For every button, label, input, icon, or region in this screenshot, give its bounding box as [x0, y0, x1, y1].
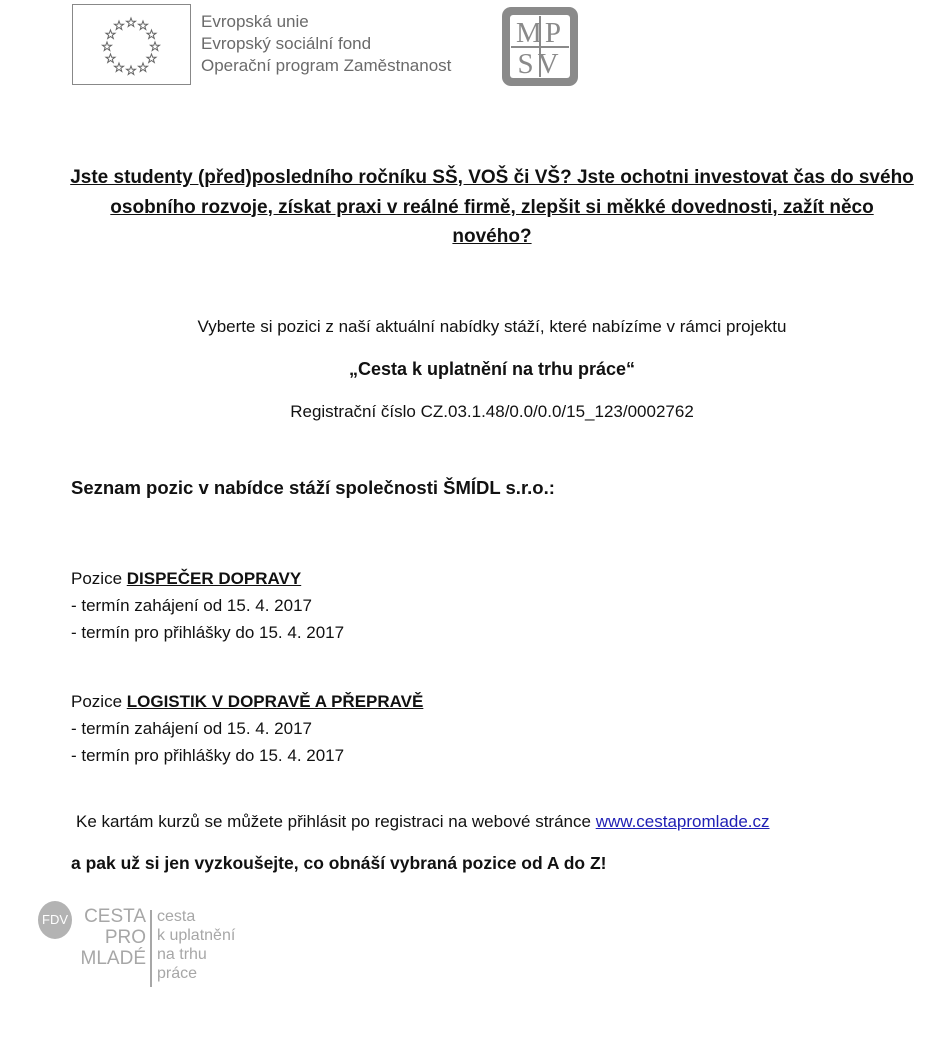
eu-line: Evropská unie: [201, 12, 309, 31]
headline-line: osobního rozvoje, získat praxi v reálné firmě, zlepšit si měkké dovednosti, zažít něco: [110, 196, 874, 218]
position-start: - termín zahájení od 15. 4. 2017: [71, 719, 312, 738]
eu-text-block: [201, 11, 451, 77]
eu-flag-logo: [72, 4, 191, 85]
positions-list-title: Seznam pozic v nabídce stáží společnosti ŠMÍDL s.r.o.:: [71, 477, 555, 498]
cesta-k-uplatneni-logo: [157, 907, 235, 983]
logo-line: k uplatnění: [157, 927, 236, 944]
logo-line: práce: [157, 965, 198, 982]
project-name: „Cesta k uplatnění na trhu práce“: [348, 359, 636, 379]
mpsv-bottom: SV: [517, 48, 563, 80]
logo-line: MLADÉ: [80, 948, 146, 969]
headline-line: Jste studenty (před)posledního ročníku SŠ, VOŠ či VŠ? Jste ochotni investovat čas do svého: [70, 167, 914, 188]
position-item: [71, 688, 423, 769]
headline: [66, 163, 918, 252]
cesta-pro-mlade-logo: [74, 906, 146, 969]
mpsv-top: MP: [516, 17, 564, 49]
logo-line: CESTA: [84, 906, 146, 927]
registration-number: Registrační číslo CZ.03.1.48/0.0/0.0/15_123/0002762: [290, 402, 694, 421]
mpsv-logo: [501, 6, 579, 87]
position-item: [71, 565, 344, 646]
eu-stars-icon: [73, 5, 189, 83]
website-link[interactable]: www.cestapromlade.cz: [595, 812, 770, 831]
fdv-badge: FDV: [38, 901, 72, 939]
registration-note-text: Ke kartám kurzů se můžete přihlásit po registraci na webové stránce: [76, 812, 596, 831]
position-prefix: Pozice: [71, 569, 127, 588]
registration-note: [76, 812, 770, 832]
logo-divider: [150, 910, 152, 987]
eu-line: Operační program Zaměstnanost: [201, 56, 452, 75]
headline-line: nového?: [452, 226, 532, 247]
logo-line: cesta: [157, 908, 196, 925]
closing-text: a pak už si jen vyzkoušejte, co obnáší vybraná pozice od A do Z!: [71, 853, 607, 873]
position-title: LOGISTIK V DOPRAVĚ A PŘEPRAVĚ: [126, 692, 424, 711]
intro-text: Vyberte si pozici z naší aktuální nabídky stáží, které nabízíme v rámci projektu: [197, 317, 787, 336]
position-deadline: - termín pro přihlášky do 15. 4. 2017: [71, 746, 345, 765]
position-start: - termín zahájení od 15. 4. 2017: [71, 596, 312, 615]
position-prefix: Pozice: [71, 692, 127, 711]
logo-line: PRO: [104, 927, 146, 948]
eu-line: Evropský sociální fond: [201, 34, 372, 53]
logo-line: na trhu: [157, 946, 207, 963]
position-deadline: - termín pro přihlášky do 15. 4. 2017: [71, 623, 345, 642]
position-title: DISPEČER DOPRAVY: [126, 569, 302, 588]
